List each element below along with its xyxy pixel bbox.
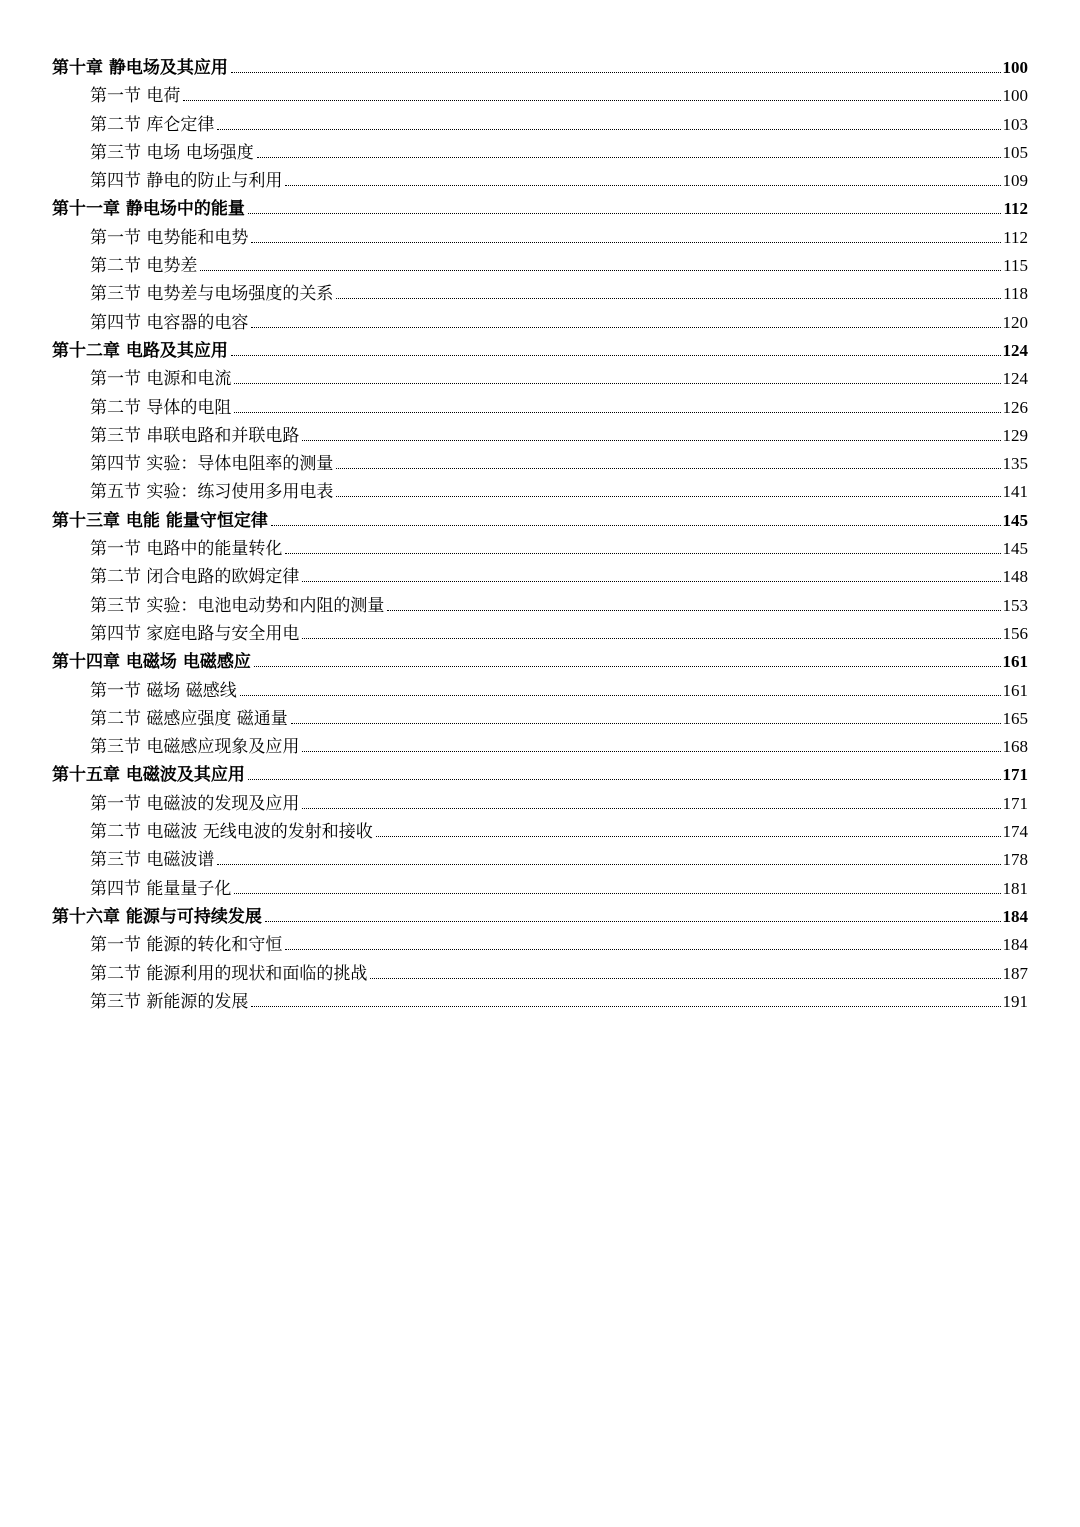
toc-entry-title: 第二节 闭合电路的欧姆定律: [90, 567, 300, 588]
toc-dot-leader: [251, 1006, 1000, 1007]
toc-page-number: 124: [1002, 369, 1028, 389]
toc-section-entry[interactable]: [52, 449, 1028, 477]
toc-page-number: 118: [1003, 284, 1028, 304]
toc-dot-leader: [234, 383, 1000, 384]
toc-entry-title: 第四节 能量量子化: [90, 878, 232, 899]
toc-section-entry[interactable]: [52, 138, 1028, 166]
toc-dot-leader: [240, 695, 1001, 696]
toc-section-entry[interactable]: [52, 534, 1028, 562]
toc-chapter-entry[interactable]: [52, 647, 1028, 675]
toc-section-entry[interactable]: [52, 845, 1028, 873]
toc-chapter-entry[interactable]: [52, 336, 1028, 364]
toc-section-entry[interactable]: [52, 364, 1028, 392]
toc-entry-title: 第三节 串联电路和并联电路: [90, 425, 300, 446]
toc-entry-title: 第一节 电路中的能量转化: [90, 539, 283, 560]
toc-dot-leader: [291, 723, 1001, 724]
toc-page-number: 161: [1002, 680, 1028, 700]
toc-section-entry[interactable]: [52, 308, 1028, 336]
toc-page-number: 184: [1002, 935, 1028, 955]
toc-section-entry[interactable]: [52, 732, 1028, 760]
toc-page-number: 148: [1002, 567, 1028, 587]
toc-page-number: 105: [1002, 142, 1028, 162]
toc-entry-title: 第五节 实验：练习使用多用电表: [90, 482, 334, 503]
toc-dot-leader: [370, 978, 1000, 979]
toc-dot-leader: [217, 129, 1000, 130]
toc-dot-leader: [285, 553, 1000, 554]
toc-page-number: 178: [1002, 850, 1028, 870]
toc-page-number: 115: [1003, 256, 1028, 276]
toc-dot-leader: [248, 213, 1002, 214]
toc-page-number: 129: [1002, 425, 1028, 445]
toc-dot-leader: [302, 808, 1000, 809]
toc-dot-leader: [336, 496, 1000, 497]
toc-entry-title: 第四节 静电的防止与利用: [90, 171, 283, 192]
toc-section-entry[interactable]: [52, 223, 1028, 251]
toc-entry-title: 第三节 电磁感应现象及应用: [90, 737, 300, 758]
table-of-contents: [52, 53, 1028, 1015]
toc-section-entry[interactable]: [52, 987, 1028, 1015]
toc-section-entry[interactable]: [52, 676, 1028, 704]
toc-dot-leader: [257, 157, 1001, 158]
toc-page-number: 109: [1002, 171, 1028, 191]
toc-dot-leader: [217, 864, 1000, 865]
toc-dot-leader: [336, 298, 1001, 299]
toc-entry-title: 第四节 家庭电路与安全用电: [90, 623, 300, 644]
toc-entry-title: 第十四章 电磁场 电磁感应: [52, 652, 251, 673]
toc-section-entry[interactable]: [52, 421, 1028, 449]
toc-page-number: 112: [1003, 227, 1028, 247]
toc-page-number: 145: [1002, 510, 1028, 530]
toc-dot-leader: [183, 100, 1000, 101]
toc-dot-leader: [285, 949, 1000, 950]
toc-entry-title: 第十六章 能源与可持续发展: [52, 906, 262, 927]
toc-dot-leader: [302, 751, 1000, 752]
toc-page-number: 171: [1002, 793, 1028, 813]
toc-dot-leader: [254, 666, 1001, 667]
toc-entry-title: 第一节 电磁波的发现及应用: [90, 793, 300, 814]
toc-entry-title: 第二节 电势差: [90, 256, 198, 277]
toc-section-entry[interactable]: [52, 166, 1028, 194]
toc-section-entry[interactable]: [52, 477, 1028, 505]
toc-section-entry[interactable]: [52, 959, 1028, 987]
toc-entry-title: 第二节 磁感应强度 磁通量: [90, 708, 288, 729]
toc-entry-title: 第十三章 电能 能量守恒定律: [52, 510, 268, 531]
toc-page-number: 165: [1002, 708, 1028, 728]
toc-section-entry[interactable]: [52, 562, 1028, 590]
toc-entry-title: 第三节 实验：电池电动势和内阻的测量: [90, 595, 385, 616]
toc-entry-title: 第一节 能源的转化和守恒: [90, 935, 283, 956]
toc-dot-leader: [387, 610, 1000, 611]
toc-dot-leader: [271, 525, 1001, 526]
toc-entry-title: 第三节 新能源的发展: [90, 991, 249, 1012]
toc-dot-leader: [285, 185, 1000, 186]
toc-dot-leader: [231, 72, 1001, 73]
toc-dot-leader: [200, 270, 1001, 271]
toc-page-number: 174: [1002, 822, 1028, 842]
toc-page-number: 103: [1002, 114, 1028, 134]
toc-entry-title: 第十二章 电路及其应用: [52, 340, 228, 361]
toc-entry-title: 第三节 电磁波谱: [90, 850, 215, 871]
toc-entry-title: 第二节 库仑定律: [90, 114, 215, 135]
toc-section-entry[interactable]: [52, 591, 1028, 619]
toc-page-number: 153: [1002, 595, 1028, 615]
toc-page-number: 184: [1002, 906, 1028, 926]
toc-page-number: 135: [1002, 454, 1028, 474]
toc-entry-title: 第四节 电容器的电容: [90, 312, 249, 333]
toc-section-entry[interactable]: [52, 789, 1028, 817]
toc-dot-leader: [231, 355, 1001, 356]
toc-entry-title: 第二节 导体的电阻: [90, 397, 232, 418]
toc-page-number: 112: [1003, 199, 1028, 219]
toc-entry-title: 第三节 电势差与电场强度的关系: [90, 284, 334, 305]
toc-entry-title: 第一节 电势能和电势: [90, 227, 249, 248]
toc-page-number: 126: [1002, 397, 1028, 417]
toc-dot-leader: [376, 836, 1001, 837]
toc-section-entry[interactable]: [52, 251, 1028, 279]
toc-chapter-entry[interactable]: [52, 53, 1028, 81]
toc-section-entry[interactable]: [52, 279, 1028, 307]
toc-entry-title: 第十章 静电场及其应用: [52, 58, 228, 78]
toc-entry-title: 第一节 电源和电流: [90, 369, 232, 390]
toc-entry-title: 第一节 电荷: [90, 86, 181, 107]
toc-page-number: 141: [1002, 482, 1028, 502]
toc-dot-leader: [234, 893, 1000, 894]
toc-page-number: 100: [1002, 86, 1028, 106]
toc-dot-leader: [234, 412, 1000, 413]
toc-dot-leader: [302, 638, 1000, 639]
toc-dot-leader: [302, 581, 1000, 582]
toc-page-number: 156: [1002, 623, 1028, 643]
toc-entry-title: 第四节 实验：导体电阻率的测量: [90, 454, 334, 475]
toc-entry-title: 第二节 能源利用的现状和面临的挑战: [90, 963, 368, 984]
toc-entry-title: 第十五章 电磁波及其应用: [52, 765, 245, 786]
toc-page-number: 187: [1002, 963, 1028, 983]
toc-section-entry[interactable]: [52, 619, 1028, 647]
toc-chapter-entry[interactable]: [52, 506, 1028, 534]
toc-dot-leader: [336, 468, 1000, 469]
toc-page-number: 124: [1002, 340, 1028, 360]
toc-chapter-entry[interactable]: [52, 902, 1028, 930]
toc-page-number: 168: [1002, 737, 1028, 757]
toc-entry-title: 第二节 电磁波 无线电波的发射和接收: [90, 822, 373, 843]
toc-section-entry[interactable]: [52, 704, 1028, 732]
toc-section-entry[interactable]: [52, 930, 1028, 958]
toc-page-number: 171: [1002, 765, 1028, 785]
toc-page-number: 100: [1002, 58, 1028, 77]
toc-dot-leader: [265, 921, 1001, 922]
toc-section-entry[interactable]: [52, 393, 1028, 421]
toc-dot-leader: [251, 242, 1001, 243]
toc-chapter-entry[interactable]: [52, 760, 1028, 788]
toc-section-entry[interactable]: [52, 817, 1028, 845]
toc-entry-title: 第三节 电场 电场强度: [90, 142, 254, 163]
toc-page-number: 161: [1002, 652, 1028, 672]
toc-section-entry[interactable]: [52, 81, 1028, 109]
toc-section-entry[interactable]: [52, 110, 1028, 138]
toc-page-number: 181: [1002, 878, 1028, 898]
toc-page-number: 145: [1002, 539, 1028, 559]
toc-dot-leader: [251, 327, 1000, 328]
toc-entry-title: 第十一章 静电场中的能量: [52, 199, 245, 220]
toc-dot-leader: [248, 779, 1001, 780]
toc-chapter-entry[interactable]: [52, 194, 1028, 222]
toc-entry-title: 第一节 磁场 磁感线: [90, 680, 237, 701]
toc-section-entry[interactable]: [52, 874, 1028, 902]
toc-page-number: 191: [1002, 991, 1028, 1011]
toc-page-number: 120: [1002, 312, 1028, 332]
toc-dot-leader: [302, 440, 1000, 441]
